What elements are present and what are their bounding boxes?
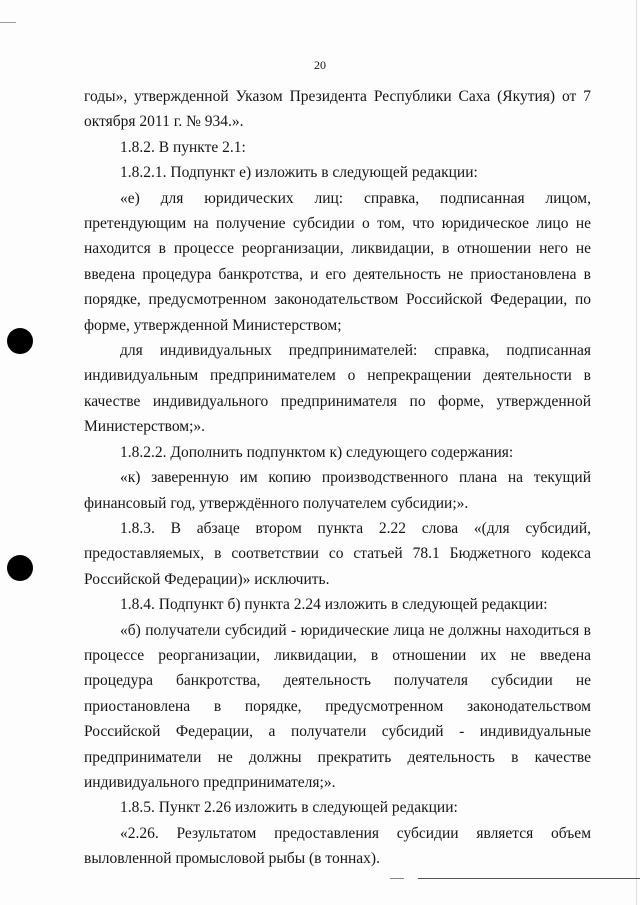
paragraph: 1.8.4. Подпункт б) пункта 2.24 изложить в следующей редакции: [120,596,548,614]
document-body [84,84,591,872]
scan-edge-dash [390,878,404,879]
paragraph: 1.8.2. В пункте 2.1: [120,138,246,156]
paragraph: «б) получатели субсидий - юридические лица не должны находиться в процессе реорганизации, ликвидации, в отношении их не введена процедура банкротства, деятельность получателя субсидии не приостановлена в порядке, предусмотренном законодательством Российской Федерации, а получатели субсидий - индивидуальные предприниматели не должны прекратить деятельность в качестве индивидуального предпринимателя;». [84,621,591,791]
page-number: 20 [314,58,326,72]
paragraph: 1.8.3. В абзаце втором пункта 2.22 слова «(для субсидий, предоставляемых, в соответствии со статьей 78.1 Бюджетного кодекса Российской Федерации)» исключить. [84,519,591,588]
scan-edge-right [636,0,637,905]
binder-hole-top [7,328,33,354]
paragraph: «е) для юридических лиц: справка, подписанная лицом, претендующим на получение субсидии о том, что юридическое лицо не находится в процессе реорганизации, ликвидации, в отношении него не введена процедура банкротства, и его деятельность не приостановлена в порядке, предусмотренном законодательством Российской Федерации, по форме, утвержденной Министерством; [84,189,591,334]
paragraph: для индивидуальных предпринимателей: справка, подписанная индивидуальным предпринимателем о непрекращении деятельности в качестве индивидуального предпринимателя по форме, утвержденной Министерством;». [84,342,591,436]
paragraph: «2.26. Результатом предоставления субсидии является объем выловленной промысловой рыбы (в тоннах). [84,824,591,868]
scan-edge-top [0,22,16,23]
binder-hole-bottom [7,555,33,581]
paragraph: 1.8.2.2. Дополнить подпунктом к) следующего содержания: [120,443,514,461]
scan-edge-bottom [418,878,640,879]
paragraph: 1.8.5. Пункт 2.26 изложить в следующей редакции: [120,799,458,817]
paragraph: «к) заверенную им копию производственного плана на текущий финансовый год, утверждённого получателем субсидии;». [84,469,591,512]
paragraph: годы», утвержденной Указом Президента Республики Саха (Якутия) от 7 октября 2011 г. № 934.». [84,88,591,131]
paragraph: 1.8.2.1. Подпункт е) изложить в следующей редакции: [120,164,478,182]
